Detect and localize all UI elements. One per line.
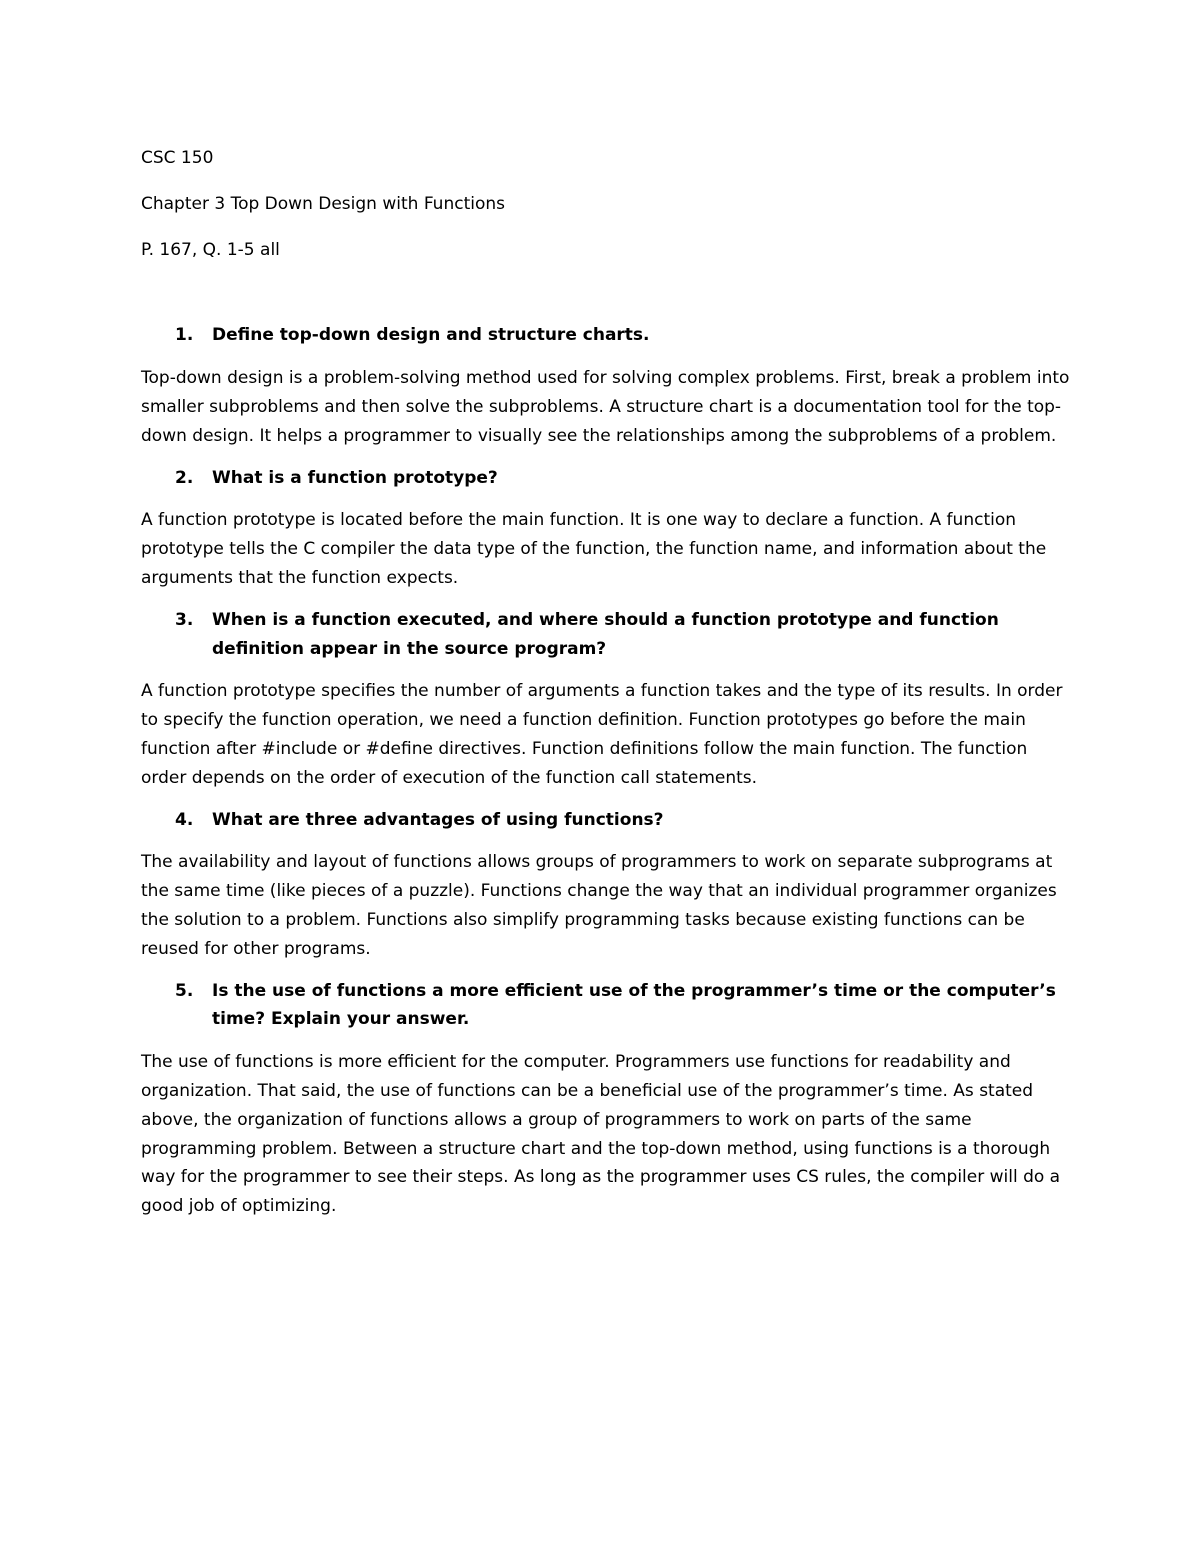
answer-2: A function prototype is located before the main function. It is one way to declare a function. A function prototype tells the C compiler the data type of the function, the function name, and information about the arguments that the function expects.	[141, 510, 1047, 588]
question-text: What are three advantages of using functions?	[212, 809, 664, 830]
question-number: 4.	[175, 809, 194, 830]
answer-5: The use of functions is more efficient for the computer. Programmers use functions for readability and organization. That said, the use of functions can be a beneficial use of the programmer’s time. As stated above, the organization of functions allows a group of programmers to work on parts of the same programming problem. Between a structure chart and the top-down method, using functions is a thorough way for the programmer to see their steps. As long as the programmer uses CS rules, the compiler will do a good job of optimizing.	[141, 1052, 1061, 1217]
answer-1: Top-down design is a problem-solving method used for solving complex problems. First, break a problem into smaller subproblems and then solve the subproblems. A structure chart is a documentation tool for the top-down design. It helps a programmer to visually see the relationships among the subproblems of a problem.	[141, 368, 1070, 446]
document-page	[141, 144, 1071, 1234]
answer-3: A function prototype specifies the number of arguments a function takes and the type of its results. In order to specify the function operation, we need a function definition. Function prototypes go before the main function after #include or #define directives. Function definitions follow the main function. The function order depends on the order of execution of the function call statements.	[141, 681, 1063, 788]
question-3	[141, 606, 1071, 664]
question-number: 5.	[175, 980, 194, 1001]
question-text: What is a function prototype?	[212, 467, 498, 488]
question-text: Is the use of functions a more efficient use of the programmer’s time or the computer’s time? Explain your answer.	[212, 980, 1056, 1030]
chapter-title: Chapter 3 Top Down Design with Functions	[141, 193, 505, 214]
question-1	[141, 321, 1071, 350]
assignment-reference: P. 167, Q. 1-5 all	[141, 239, 280, 260]
question-number: 3.	[175, 609, 194, 630]
question-2	[141, 464, 1071, 493]
question-5	[141, 977, 1071, 1035]
course-code: CSC 150	[141, 148, 214, 168]
answer-4: The availability and layout of functions allows groups of programmers to work on separate subprograms at the same time (like pieces of a puzzle). Functions change the way that an individual programmer organizes the solution to a problem. Functions also simplify programming tasks because existing functions can be reused for other programs.	[141, 852, 1057, 959]
question-text: When is a function executed, and where should a function prototype and function definition appear in the source program?	[212, 609, 999, 659]
question-4	[141, 806, 1071, 835]
question-number: 1.	[175, 325, 194, 346]
question-number: 2.	[175, 467, 194, 488]
question-text: Define top-down design and structure charts.	[212, 325, 650, 346]
